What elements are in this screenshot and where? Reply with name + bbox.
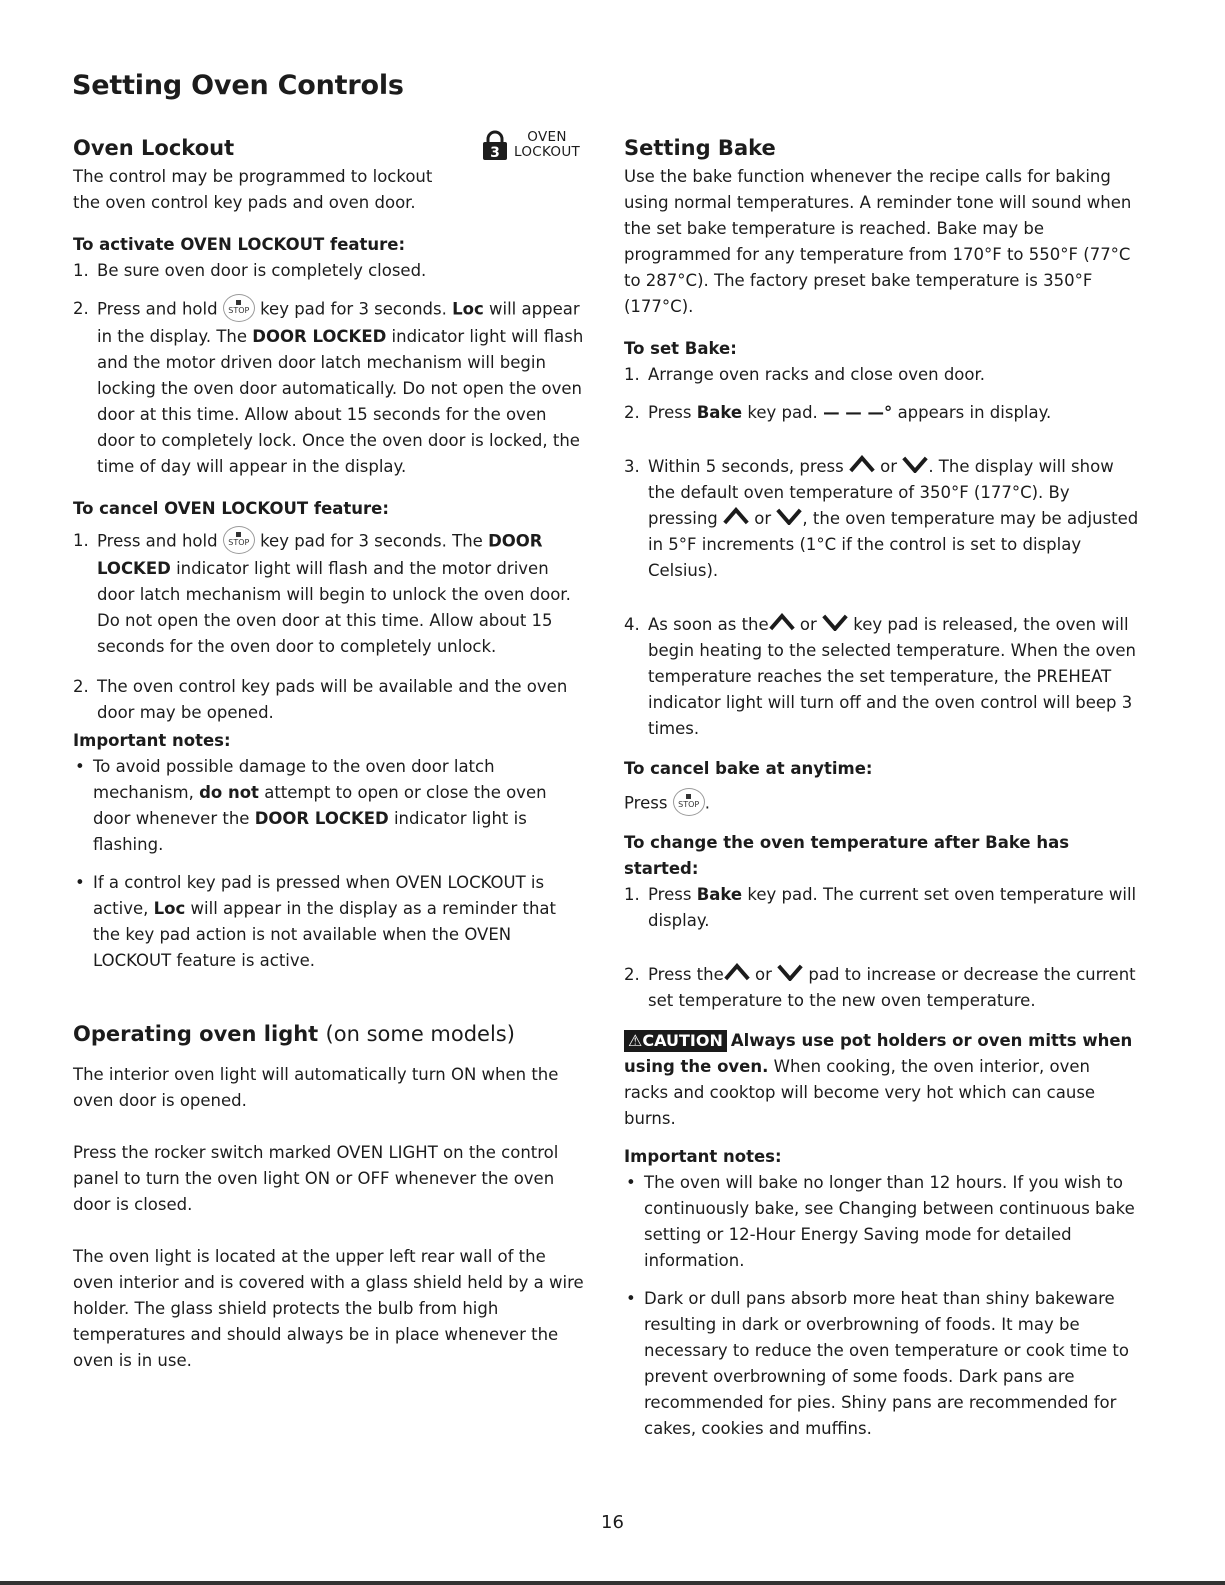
list-item: • If a control key pad is pressed when OVEN LOCKOUT is active, Loc will appear in the display as a reminder that the key pad action is not available when the OVEN LOCKOUT feature is active. bbox=[75, 873, 556, 970]
set-bake-steps bbox=[624, 362, 1139, 742]
cancel-lockout-heading: To cancel OVEN LOCKOUT feature: bbox=[73, 499, 389, 518]
list-item: 2. Press Bake key pad. — — —° appears in display. bbox=[624, 403, 1052, 422]
bake-notes bbox=[624, 1170, 1139, 1442]
stop-key-icon: STOP bbox=[673, 788, 705, 816]
caution-badge: ⚠CAUTION bbox=[624, 1030, 727, 1052]
activate-steps bbox=[73, 258, 588, 480]
caution-paragraph: ⚠CAUTION Always use pot holders or oven mitts when using the oven. When cooking, the oven interior, oven racks and cooktop will become very hot which can cause burns. bbox=[624, 1031, 1133, 1128]
down-arrow-icon bbox=[902, 455, 928, 473]
up-arrow-icon bbox=[769, 613, 795, 631]
cancel-bake-heading: To cancel bake at anytime: bbox=[624, 759, 873, 778]
list-item: • Dark or dull pans absorb more heat than shiny bakeware resulting in dark or overbrowning of foods. It may be necessary to reduce the oven temperature or cook time to prevent overbrowning of some foods. Dark pans are recommended for pies. Shiny pans are recommended for cakes, cookies and muffins. bbox=[626, 1289, 1129, 1438]
list-item: 1. Arrange oven racks and close oven door. bbox=[624, 365, 986, 384]
list-item: 1. Press and hold STOP key pad for 3 seconds. The DOOR LOCKED indicator light will flash and the motor driven door latch mechanism will begin to unlock the oven door. Do not open the oven door at this time. Allow about 15 seconds for the oven door to completely unlock. bbox=[73, 528, 588, 660]
oven-light-p3: The oven light is located at the upper left rear wall of the oven interior and is covered with a glass shield held by a wire holder. The glass shield protects the bulb from high temperatures and should always be in place whenever the oven is in use. bbox=[73, 1247, 584, 1370]
change-temp-heading: To change the oven temperature after Bake has started: bbox=[624, 833, 1070, 878]
oven-lockout-intro: The control may be programmed to lockout the oven control key pads and oven door. bbox=[73, 167, 433, 212]
cancel-bake-text: Press STOP . bbox=[624, 790, 1139, 818]
lockout-label: OVEN LOCKOUT bbox=[514, 129, 581, 160]
page-number: 16 bbox=[601, 1512, 624, 1533]
up-arrow-icon bbox=[849, 455, 875, 473]
stop-key-icon: STOP bbox=[223, 294, 255, 322]
list-item: 2. Press and hold STOP key pad for 3 seconds. Loc will appear in the display. The DOOR LOCKED indicator light will flash and the motor driven door latch mechanism will begin locking the oven door automatically. Do not open the oven door at this time. Allow about 15 seconds for the oven door to completely lock. Once the oven door is locked, the time of day will appear in the display. bbox=[73, 296, 588, 480]
left-column bbox=[73, 129, 588, 1374]
list-item: 1. Be sure oven door is completely closed. bbox=[73, 261, 427, 280]
list-item: 2. Press the or pad to increase or decrease the current set temperature to the new oven temperature. bbox=[624, 962, 1139, 1014]
list-item: 3. Within 5 seconds, press or . The display will show the default oven temperature of 350°F (177°C). By pressing or , the oven temperature may be adjusted in 5°F increments (1°C if the control is set to display Celsius). bbox=[624, 454, 1139, 584]
down-arrow-icon bbox=[777, 963, 803, 981]
oven-light-title: Operating oven light (on some models) bbox=[73, 1022, 515, 1046]
list-item: • The oven will bake no longer than 12 hours. If you wish to continuously bake, see Changing between continuous bake setting or 12-Hour Energy Saving mode for detailed information. bbox=[626, 1173, 1135, 1270]
oven-lockout-title: Oven Lockout bbox=[73, 136, 235, 160]
setting-bake-intro: Use the bake function whenever the recipe calls for baking using normal temperatures. A reminder tone will sound when the set bake temperature is reached. Bake may be programmed for any temperature from 170°F to 550°F (77°C to 287°C). The factory preset bake temperature is 350°F (177°C). bbox=[624, 167, 1132, 316]
right-column bbox=[624, 132, 1139, 1442]
list-item: 1. Press Bake key pad. The current set oven temperature will display. bbox=[624, 885, 1137, 930]
list-item: 2. The oven control key pads will be available and the oven door may be opened. bbox=[73, 677, 568, 722]
oven-light-p1: The interior oven light will automatically turn ON when the oven door is opened. bbox=[73, 1065, 559, 1110]
down-arrow-icon bbox=[776, 507, 802, 525]
setting-bake-title: Setting Bake bbox=[624, 136, 776, 160]
bottom-rule bbox=[0, 1581, 1225, 1585]
up-arrow-icon bbox=[723, 507, 749, 525]
cancel-lockout-steps bbox=[73, 528, 588, 726]
list-item: 4. As soon as the or key pad is released, the oven will begin heating to the selected temperature. When the oven temperature reaches the set temperature, the PREHEAT indicator light will turn off and the oven control will beep 3 times. bbox=[624, 612, 1139, 742]
list-item: • To avoid possible damage to the oven door latch mechanism, do not attempt to open or close the oven door whenever the DOOR LOCKED indicator light is flashing. bbox=[75, 757, 547, 854]
key-badge: 3 bbox=[490, 145, 500, 160]
oven-light-p2: Press the rocker switch marked OVEN LIGHT on the control panel to turn the oven light ON or OFF whenever the oven door is closed. bbox=[73, 1143, 559, 1214]
up-arrow-icon bbox=[724, 963, 750, 981]
display-dashes: — — —° bbox=[823, 403, 893, 422]
change-temp-steps bbox=[624, 882, 1139, 1014]
stop-key-icon: STOP bbox=[223, 526, 255, 554]
page-title: Setting Oven Controls bbox=[72, 70, 404, 101]
lockout-notes-heading: Important notes: bbox=[73, 731, 231, 750]
activate-heading: To activate OVEN LOCKOUT feature: bbox=[73, 235, 406, 254]
lockout-notes bbox=[73, 754, 588, 974]
down-arrow-icon bbox=[822, 613, 848, 631]
bake-notes-heading: Important notes: bbox=[624, 1147, 782, 1166]
set-bake-heading: To set Bake: bbox=[624, 339, 737, 358]
